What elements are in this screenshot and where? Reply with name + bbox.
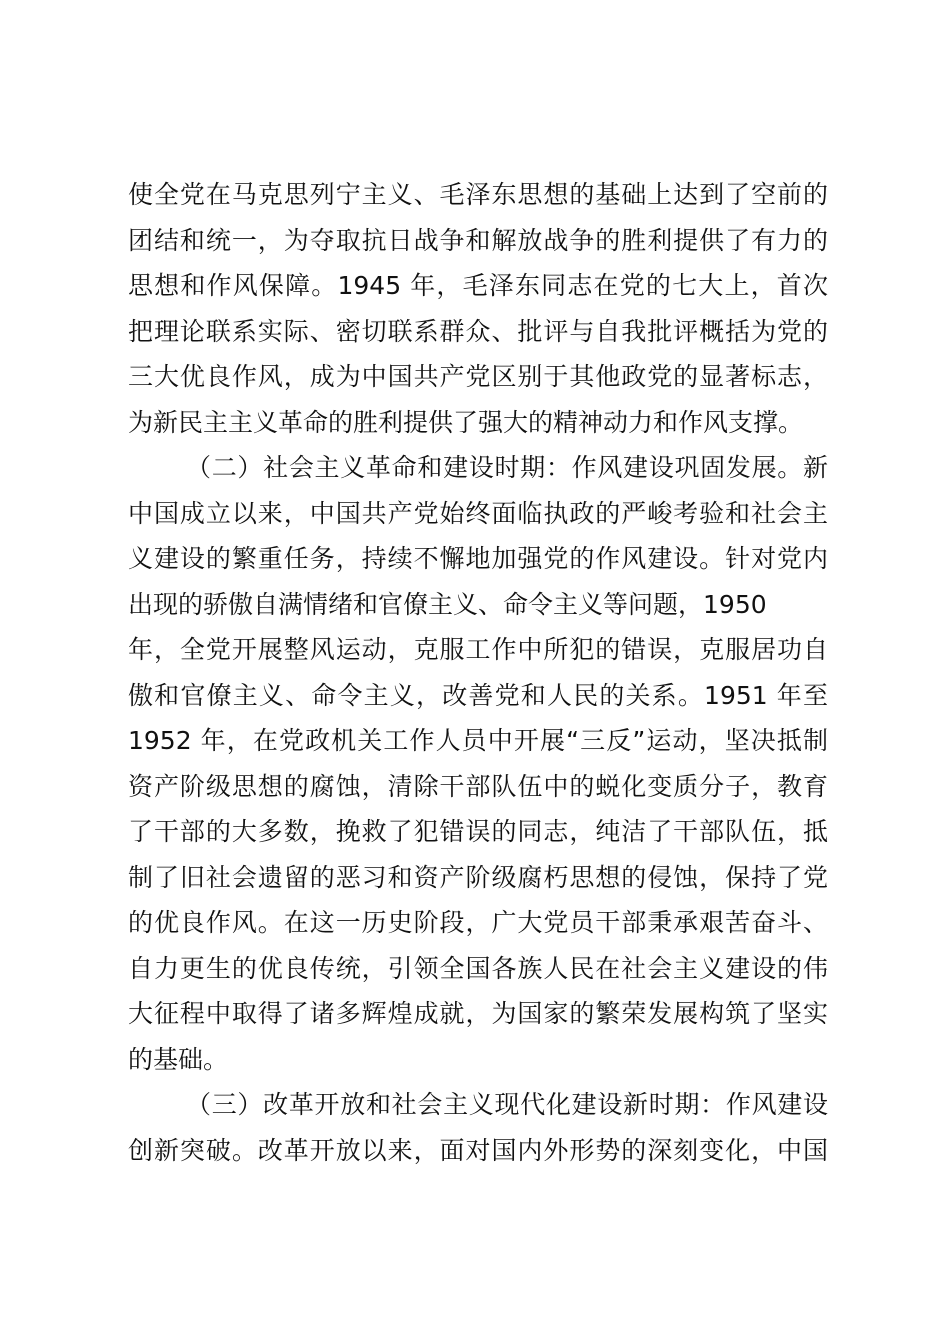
p2-line-2: 中国成立以来，中国共产党始终面临执政的严峻考验和社会主 bbox=[128, 498, 828, 528]
p2-line-1: （二）社会主义革命和建设时期：作风建设巩固发展。新 bbox=[186, 453, 828, 482]
p1-line-6: 为新民主主义革命的胜利提供了强大的精神动力和作风支撑。 bbox=[128, 407, 804, 437]
p3-line-2: 创新突破。改革开放以来，面对国内外形势的深刻变化，中国 bbox=[128, 1135, 828, 1165]
p2-line-14: 的基础。 bbox=[128, 1044, 229, 1074]
p1-line-4: 把理论联系实际、密切联系群众、批评与自我批评概括为党的 bbox=[128, 316, 828, 346]
p2-line-9: 了干部的大多数，挽救了犯错误的同志，纯洁了干部队伍，抵 bbox=[128, 817, 828, 846]
p2-line-12: 自力更生的优良传统，引领全国各族人民在社会主义建设的伟 bbox=[128, 953, 828, 983]
p1-line-1: 使全党在马克思列宁主义、毛泽东思想的基础上达到了空前的 bbox=[128, 180, 828, 209]
p3-line-1: （三）改革开放和社会主义现代化建设新时期：作风建设 bbox=[186, 1090, 828, 1119]
p2-line-3: 义建设的繁重任务，持续不懈地加强党的作风建设。针对党内 bbox=[128, 544, 828, 573]
p2-line-7: 1952 年，在党政机关工作人员中开展“三反”运动，坚决抵制 bbox=[128, 726, 828, 755]
p1-line-3: 思想和作风保障。1945 年，毛泽东同志在党的七大上，首次 bbox=[128, 271, 828, 300]
p1-line-2: 团结和统一，为夺取抗日战争和解放战争的胜利提供了有力的 bbox=[128, 225, 828, 255]
p2-line-5: 年，全党开展整风运动，克服工作中所犯的错误，克服居功自 bbox=[128, 635, 828, 664]
p2-line-10: 制了旧社会遗留的恶习和资产阶级腐朽思想的侵蚀，保持了党 bbox=[128, 862, 828, 892]
p2-line-13: 大征程中取得了诸多辉煌成就，为国家的繁荣发展构筑了坚实 bbox=[128, 999, 828, 1028]
p2-line-4: 出现的骄傲自满情绪和官僚主义、命令主义等问题，1950 bbox=[128, 589, 767, 619]
p1-line-5: 三大优良作风，成为中国共产党区别于其他政党的显著标志， bbox=[128, 362, 828, 391]
p2-line-6: 傲和官僚主义、命令主义，改善党和人民的关系。1951 年至 bbox=[128, 680, 828, 710]
p2-line-11: 的优良作风。在这一历史阶段，广大党员干部秉承艰苦奋斗、 bbox=[128, 908, 828, 937]
body-text bbox=[128, 172, 828, 1173]
p2-line-8: 资产阶级思想的腐蚀，清除干部队伍中的蜕化变质分子，教育 bbox=[128, 771, 828, 801]
